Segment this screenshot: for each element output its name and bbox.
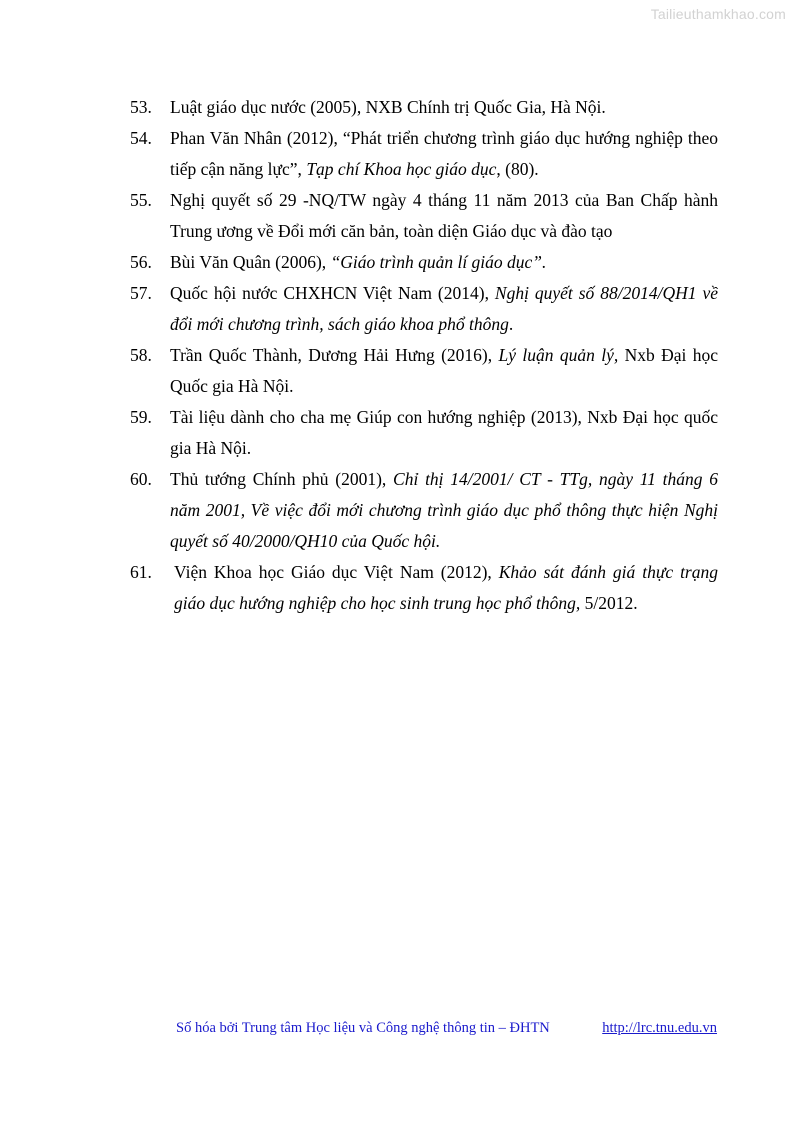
footer-url-link[interactable]: http://lrc.tnu.edu.vn bbox=[602, 1020, 717, 1036]
reference-title-italic: Chỉ thị 14/2001/ CT - TTg, ngày 11 tháng 6 năm 2001, Về việc đổi mới chương trình giáo dục phổ thông thực hiện Nghị quyết số 40/2000/QH10 của Quốc hội. bbox=[170, 469, 718, 551]
reference-number: 55. bbox=[130, 190, 152, 210]
reference-text-part: Nxb Đại học Quốc gia Hà Nội. bbox=[170, 345, 718, 396]
reference-text bbox=[170, 278, 718, 340]
reference-text-part: Luật giáo dục nước (2005), NXB Chính trị Quốc Gia, Hà Nội. bbox=[170, 97, 606, 117]
reference-number: 60. bbox=[130, 469, 152, 489]
reference-item bbox=[130, 464, 718, 557]
reference-text bbox=[170, 185, 718, 247]
reference-item bbox=[130, 278, 718, 340]
reference-number: 59. bbox=[130, 407, 152, 427]
reference-text bbox=[170, 247, 718, 278]
reference-number: 61. bbox=[130, 562, 152, 582]
reference-text-part: Thủ tướng Chính phủ (2001), bbox=[170, 469, 394, 489]
reference-title-italic: Khảo sát đánh giá thực trạng giáo dục hướng nghiệp cho học sinh trung học phổ thông, bbox=[174, 562, 718, 613]
reference-text bbox=[170, 557, 718, 619]
watermark-text: Tailieuthamkhao.com bbox=[650, 6, 786, 22]
reference-text-part: Phan Văn Nhân (2012), “Phát triển chương trình giáo dục hướng nghiệp theo tiếp cận năng lực”, bbox=[170, 128, 718, 179]
reference-text-part: Nghị quyết số 29 -NQ/TW ngày 4 tháng 11 năm 2013 của Ban Chấp hành Trung ương về Đổi mới căn bản, toàn diện Giáo dục và đào tạo bbox=[170, 190, 718, 241]
reference-text bbox=[170, 123, 718, 185]
footer-credit: Số hóa bởi Trung tâm Học liệu và Công nghệ thông tin – ĐHTN bbox=[176, 1020, 550, 1036]
reference-number: 53. bbox=[130, 97, 152, 117]
reference-item bbox=[130, 557, 718, 619]
reference-number: 57. bbox=[130, 283, 152, 303]
reference-title-italic: Tạp chí Khoa học giáo dục bbox=[306, 159, 497, 179]
reference-title-italic: Nghị quyết số 88/2014/QH1 về đổi mới chương trình, sách giáo khoa phổ thông bbox=[170, 283, 718, 334]
reference-title-italic: “Giáo trình quản lí giáo dục”. bbox=[330, 252, 547, 272]
reference-text-part: , (80). bbox=[496, 159, 539, 179]
reference-number: 58. bbox=[130, 345, 152, 365]
reference-text-part: Tài liệu dành cho cha mẹ Giúp con hướng nghiệp (2013), Nxb Đại học quốc gia Hà Nội. bbox=[170, 407, 718, 458]
reference-number: 54. bbox=[130, 128, 152, 148]
reference-item bbox=[130, 247, 718, 278]
reference-text-part: 5/2012. bbox=[580, 593, 638, 613]
reference-item bbox=[130, 402, 718, 464]
reference-item bbox=[130, 340, 718, 402]
page-footer bbox=[176, 1020, 717, 1037]
reference-text bbox=[170, 340, 718, 402]
reference-text bbox=[170, 464, 718, 557]
reference-list bbox=[130, 92, 718, 619]
reference-text bbox=[170, 92, 718, 123]
reference-text-part: Viện Khoa học Giáo dục Việt Nam (2012), bbox=[174, 562, 499, 582]
reference-item bbox=[130, 185, 718, 247]
reference-text-part: Quốc hội nước CHXHCN Việt Nam (2014), bbox=[170, 283, 495, 303]
reference-item bbox=[130, 123, 718, 185]
reference-text bbox=[170, 402, 718, 464]
reference-item bbox=[130, 92, 718, 123]
reference-title-italic: Lý luận quản lý, bbox=[498, 345, 619, 365]
reference-text-part: . bbox=[508, 314, 514, 334]
reference-number: 56. bbox=[130, 252, 152, 272]
reference-text-part: Bùi Văn Quân (2006), bbox=[170, 252, 331, 272]
reference-text-part: Trần Quốc Thành, Dương Hải Hưng (2016), bbox=[170, 345, 499, 365]
